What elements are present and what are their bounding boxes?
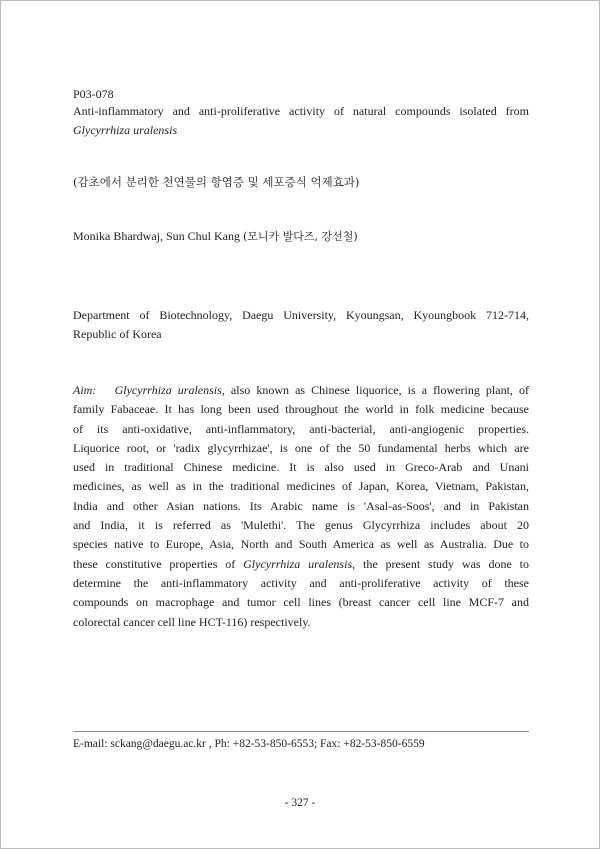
title-species: Glycyrrhiza uralensis [73, 123, 178, 137]
abstract-text: , also known as Chinese liquorice, is a flowering plant, of [221, 383, 530, 397]
abstract-line: medicines, as well as in the traditional medicines of Japan, Korea, Vietnam, Pakistan, [73, 479, 529, 494]
abstract [73, 381, 529, 632]
abstract-line: family Fabaceae. It has long been used throughout the world in folk medicine because [73, 402, 529, 417]
abstract-line [73, 555, 529, 574]
abstract-text: , the present study was done to [352, 556, 529, 571]
paper-title [73, 102, 529, 140]
abstract-line [73, 381, 529, 400]
korean-title: (감초에서 분리한 천연물의 항염증 및 세포증식 억제효과) [73, 175, 360, 189]
authors-english: Monika Bhardwaj, Sun Chul Kang [73, 229, 240, 243]
abstract-line: species native to Europe, Asia, North and South America as well as Australia. Due to [73, 537, 529, 552]
abstract-line: and India, it is referred as 'Mulethi'. The genus Glycyrrhiza includes about 20 [73, 518, 529, 533]
abstract-line: compounds on macrophage and tumor cell lines (breast cancer cell line MCF-7 and [73, 595, 529, 610]
abstract-species: Glycyrrhiza uralensis [243, 556, 353, 571]
abstract-line: of its anti-oxidative, anti-inflammatory, anti-bacterial, anti-angiogenic properties. [73, 421, 529, 436]
contact-footnote: E-mail: sckang@daegu.ac.kr , Ph: +82-53-850-6553; Fax: +82-53-850-6559 [73, 738, 425, 750]
abstract-line: Liquorice root, or 'radix glycyrrhizae', is one of the 50 fundamental herbs which are [73, 440, 529, 455]
title-line-1: Anti-inflammatory and anti-proliferative activity of natural compounds isolated from [73, 104, 529, 118]
abstract-line: used in traditional Chinese medicine. It is also used in Greco-Arab and Unani [73, 460, 529, 475]
page-number: - 327 - [284, 797, 316, 809]
abstract-text: these constitutive properties of [73, 556, 244, 571]
abstract-label: Aim: [73, 383, 97, 397]
abstract-line: determine the anti-inflammatory activity and anti-proliferative activity of these [73, 575, 529, 590]
paper-code: P03-078 [73, 87, 114, 101]
authors [73, 228, 529, 244]
affiliation-line-2: Republic of Korea [73, 327, 162, 341]
authors-korean: (모니카 발다즈, 강선철) [243, 230, 358, 243]
affiliation [73, 306, 529, 344]
abstract-line: India and other Asian nations. Its Arabic name is 'Asal-as-Soos', and in Pakistan [73, 498, 529, 513]
footnote-divider [73, 731, 529, 732]
abstract-species: Glycyrrhiza uralensis [114, 383, 222, 397]
affiliation-line-1: Department of Biotechnology, Daegu University, Kyoungsan, Kyoungbook 712-714, [73, 308, 529, 322]
abstract-line: colorectal cancer cell line HCT-116) respectively. [73, 614, 311, 629]
